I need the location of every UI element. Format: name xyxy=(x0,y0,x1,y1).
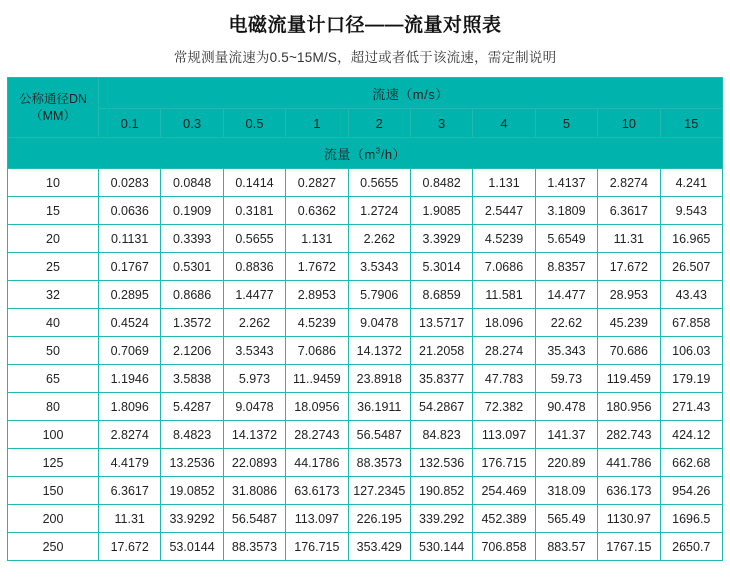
cell-flow: 0.6362 xyxy=(286,197,348,225)
cell-flow: 7.0686 xyxy=(473,253,535,281)
cell-flow: 1130.97 xyxy=(598,505,660,533)
cell-flow: 1.131 xyxy=(473,169,535,197)
cell-flow: 13.5717 xyxy=(410,309,472,337)
cell-flow: 5.3014 xyxy=(410,253,472,281)
cell-flow: 33.9292 xyxy=(161,505,223,533)
page-title: 电磁流量计口径——流量对照表 xyxy=(228,15,502,36)
dn-header-line2: （MM） xyxy=(30,108,76,123)
speed-header-5: 3 xyxy=(410,109,472,138)
cell-flow: 3.5838 xyxy=(161,365,223,393)
cell-flow: 1.4137 xyxy=(535,169,597,197)
cell-flow: 35.343 xyxy=(535,337,597,365)
speed-header-4: 2 xyxy=(348,109,410,138)
header-row-speed-title xyxy=(8,78,723,109)
cell-flow: 0.1414 xyxy=(223,169,285,197)
cell-flow: 11.581 xyxy=(473,281,535,309)
cell-flow: 11.31 xyxy=(99,505,161,533)
cell-flow: 22.62 xyxy=(535,309,597,337)
cell-flow: 4.5239 xyxy=(286,309,348,337)
cell-flow: 13.2536 xyxy=(161,449,223,477)
cell-flow: 0.0636 xyxy=(99,197,161,225)
speed-group-header: 流速（m/s） xyxy=(99,78,723,109)
cell-flow: 8.8357 xyxy=(535,253,597,281)
table-row xyxy=(8,281,723,309)
speed-header-9: 15 xyxy=(660,109,722,138)
cell-flow: 45.239 xyxy=(598,309,660,337)
cell-flow: 3.3929 xyxy=(410,225,472,253)
cell-flow: 7.0686 xyxy=(286,337,348,365)
cell-flow: 0.2827 xyxy=(286,169,348,197)
dn-column-header xyxy=(8,78,99,138)
cell-flow: 2.8274 xyxy=(99,421,161,449)
cell-dn: 20 xyxy=(8,225,99,253)
cell-flow: 5.4287 xyxy=(161,393,223,421)
cell-flow: 127.2345 xyxy=(348,477,410,505)
cell-flow: 2.5447 xyxy=(473,197,535,225)
cell-flow: 11.31 xyxy=(598,225,660,253)
cell-flow: 43.43 xyxy=(660,281,722,309)
cell-flow: 67.858 xyxy=(660,309,722,337)
cell-dn: 100 xyxy=(8,421,99,449)
cell-flow: 44.1786 xyxy=(286,449,348,477)
cell-flow: 56.5487 xyxy=(223,505,285,533)
cell-flow: 0.1909 xyxy=(161,197,223,225)
cell-flow: 0.0283 xyxy=(99,169,161,197)
cell-flow: 318.09 xyxy=(535,477,597,505)
cell-flow: 141.37 xyxy=(535,421,597,449)
cell-flow: 63.6173 xyxy=(286,477,348,505)
cell-flow: 176.715 xyxy=(473,449,535,477)
cell-flow: 565.49 xyxy=(535,505,597,533)
cell-flow: 0.8482 xyxy=(410,169,472,197)
cell-flow: 9.0478 xyxy=(348,309,410,337)
cell-flow: 18.096 xyxy=(473,309,535,337)
table-row xyxy=(8,309,723,337)
cell-flow: 424.12 xyxy=(660,421,722,449)
table-row xyxy=(8,337,723,365)
cell-flow: 26.507 xyxy=(660,253,722,281)
table-row xyxy=(8,169,723,197)
cell-flow: 14.1372 xyxy=(223,421,285,449)
cell-flow: 0.3181 xyxy=(223,197,285,225)
cell-flow: 11..9459 xyxy=(286,365,348,393)
cell-flow: 84.823 xyxy=(410,421,472,449)
cell-flow: 28.953 xyxy=(598,281,660,309)
cell-flow: 36.1911 xyxy=(348,393,410,421)
cell-flow: 954.26 xyxy=(660,477,722,505)
cell-flow: 0.7069 xyxy=(99,337,161,365)
cell-flow: 119.459 xyxy=(598,365,660,393)
table-row xyxy=(8,365,723,393)
cell-flow: 254.469 xyxy=(473,477,535,505)
cell-flow: 4.4179 xyxy=(99,449,161,477)
cell-flow: 16.965 xyxy=(660,225,722,253)
cell-flow: 226.195 xyxy=(348,505,410,533)
table-row xyxy=(8,449,723,477)
cell-flow: 23.8918 xyxy=(348,365,410,393)
cell-flow: 176.715 xyxy=(286,533,348,561)
header-row-speed-values xyxy=(8,109,723,138)
cell-flow: 19.0852 xyxy=(161,477,223,505)
cell-dn: 200 xyxy=(8,505,99,533)
table-row xyxy=(8,253,723,281)
cell-flow: 4.5239 xyxy=(473,225,535,253)
cell-flow: 59.73 xyxy=(535,365,597,393)
cell-flow: 0.0848 xyxy=(161,169,223,197)
table-row xyxy=(8,421,723,449)
cell-flow: 0.1131 xyxy=(99,225,161,253)
cell-dn: 32 xyxy=(8,281,99,309)
cell-flow: 0.3393 xyxy=(161,225,223,253)
cell-dn: 250 xyxy=(8,533,99,561)
cell-flow: 17.672 xyxy=(99,533,161,561)
table-row xyxy=(8,225,723,253)
cell-flow: 90.478 xyxy=(535,393,597,421)
cell-flow: 220.89 xyxy=(535,449,597,477)
cell-flow: 70.686 xyxy=(598,337,660,365)
cell-flow: 53.0144 xyxy=(161,533,223,561)
table-row xyxy=(8,393,723,421)
cell-flow: 3.5343 xyxy=(348,253,410,281)
speed-header-3: 1 xyxy=(286,109,348,138)
cell-flow: 353.429 xyxy=(348,533,410,561)
dn-header-line1: 公称通径DN xyxy=(18,91,88,106)
cell-flow: 4.241 xyxy=(660,169,722,197)
cell-flow: 1696.5 xyxy=(660,505,722,533)
cell-flow: 636.173 xyxy=(598,477,660,505)
cell-flow: 0.8686 xyxy=(161,281,223,309)
cell-dn: 10 xyxy=(8,169,99,197)
flow-comparison-table xyxy=(7,77,723,561)
cell-flow: 72.382 xyxy=(473,393,535,421)
cell-flow: 452.389 xyxy=(473,505,535,533)
flow-title-sup: 3 xyxy=(375,146,381,156)
cell-dn: 15 xyxy=(8,197,99,225)
cell-dn: 40 xyxy=(8,309,99,337)
cell-flow: 31.8086 xyxy=(223,477,285,505)
cell-flow: 0.1767 xyxy=(99,253,161,281)
cell-flow: 14.1372 xyxy=(348,337,410,365)
speed-header-6: 4 xyxy=(473,109,535,138)
cell-flow: 5.6549 xyxy=(535,225,597,253)
speed-header-7: 5 xyxy=(535,109,597,138)
cell-flow: 9.543 xyxy=(660,197,722,225)
table-header xyxy=(8,78,723,169)
cell-flow: 17.672 xyxy=(598,253,660,281)
cell-flow: 5.7906 xyxy=(348,281,410,309)
cell-flow: 530.144 xyxy=(410,533,472,561)
cell-flow: 47.783 xyxy=(473,365,535,393)
cell-dn: 65 xyxy=(8,365,99,393)
cell-flow: 441.786 xyxy=(598,449,660,477)
cell-flow: 1.9085 xyxy=(410,197,472,225)
table-row xyxy=(8,197,723,225)
cell-flow: 0.8836 xyxy=(223,253,285,281)
cell-flow: 2650.7 xyxy=(660,533,722,561)
page-subtitle: 常规测量流速为0.5~15M/S，超过或者低于该流速，需定制说明 xyxy=(173,50,557,65)
cell-flow: 706.858 xyxy=(473,533,535,561)
cell-flow: 282.743 xyxy=(598,421,660,449)
cell-dn: 50 xyxy=(8,337,99,365)
cell-flow: 1.4477 xyxy=(223,281,285,309)
cell-flow: 2.1206 xyxy=(161,337,223,365)
speed-header-2: 0.5 xyxy=(223,109,285,138)
cell-flow: 2.262 xyxy=(223,309,285,337)
cell-flow: 21.2058 xyxy=(410,337,472,365)
cell-flow: 3.1809 xyxy=(535,197,597,225)
cell-flow: 6.3617 xyxy=(99,477,161,505)
cell-flow: 0.5655 xyxy=(348,169,410,197)
cell-flow: 88.3573 xyxy=(348,449,410,477)
cell-flow: 1767.15 xyxy=(598,533,660,561)
cell-flow: 0.2895 xyxy=(99,281,161,309)
cell-flow: 1.131 xyxy=(286,225,348,253)
cell-flow: 14.477 xyxy=(535,281,597,309)
cell-flow: 180.956 xyxy=(598,393,660,421)
cell-flow: 56.5487 xyxy=(348,421,410,449)
cell-flow: 1.2724 xyxy=(348,197,410,225)
cell-flow: 35.8377 xyxy=(410,365,472,393)
cell-flow: 113.097 xyxy=(473,421,535,449)
speed-header-0: 0.1 xyxy=(99,109,161,138)
flow-group-header xyxy=(8,138,723,169)
cell-flow: 22.0893 xyxy=(223,449,285,477)
cell-flow: 113.097 xyxy=(286,505,348,533)
cell-flow: 1.8096 xyxy=(99,393,161,421)
cell-flow: 339.292 xyxy=(410,505,472,533)
speed-header-1: 0.3 xyxy=(161,109,223,138)
cell-flow: 190.852 xyxy=(410,477,472,505)
cell-flow: 2.8274 xyxy=(598,169,660,197)
cell-flow: 3.5343 xyxy=(223,337,285,365)
cell-flow: 6.3617 xyxy=(598,197,660,225)
table-row xyxy=(8,477,723,505)
cell-flow: 106.03 xyxy=(660,337,722,365)
cell-flow: 1.1946 xyxy=(99,365,161,393)
cell-flow: 132.536 xyxy=(410,449,472,477)
speed-header-8: 10 xyxy=(598,109,660,138)
cell-dn: 150 xyxy=(8,477,99,505)
cell-flow: 9.0478 xyxy=(223,393,285,421)
cell-flow: 28.2743 xyxy=(286,421,348,449)
cell-dn: 80 xyxy=(8,393,99,421)
cell-flow: 0.4524 xyxy=(99,309,161,337)
cell-flow: 0.5301 xyxy=(161,253,223,281)
cell-flow: 883.57 xyxy=(535,533,597,561)
cell-flow: 8.4823 xyxy=(161,421,223,449)
flow-title-suffix: /h） xyxy=(380,146,407,162)
cell-flow: 18.0956 xyxy=(286,393,348,421)
cell-flow: 2.8953 xyxy=(286,281,348,309)
cell-flow: 271.43 xyxy=(660,393,722,421)
cell-flow: 28.274 xyxy=(473,337,535,365)
table-row xyxy=(8,533,723,561)
header-row-flow-title xyxy=(8,138,723,169)
cell-flow: 5.973 xyxy=(223,365,285,393)
cell-flow: 2.262 xyxy=(348,225,410,253)
cell-flow: 1.7672 xyxy=(286,253,348,281)
table-body xyxy=(8,169,723,561)
flow-title-prefix: 流量（m xyxy=(323,146,376,162)
cell-flow: 88.3573 xyxy=(223,533,285,561)
cell-flow: 179.19 xyxy=(660,365,722,393)
cell-flow: 8.6859 xyxy=(410,281,472,309)
cell-flow: 662.68 xyxy=(660,449,722,477)
cell-dn: 125 xyxy=(8,449,99,477)
cell-flow: 0.5655 xyxy=(223,225,285,253)
cell-flow: 1.3572 xyxy=(161,309,223,337)
table-row xyxy=(8,505,723,533)
cell-dn: 25 xyxy=(8,253,99,281)
cell-flow: 54.2867 xyxy=(410,393,472,421)
